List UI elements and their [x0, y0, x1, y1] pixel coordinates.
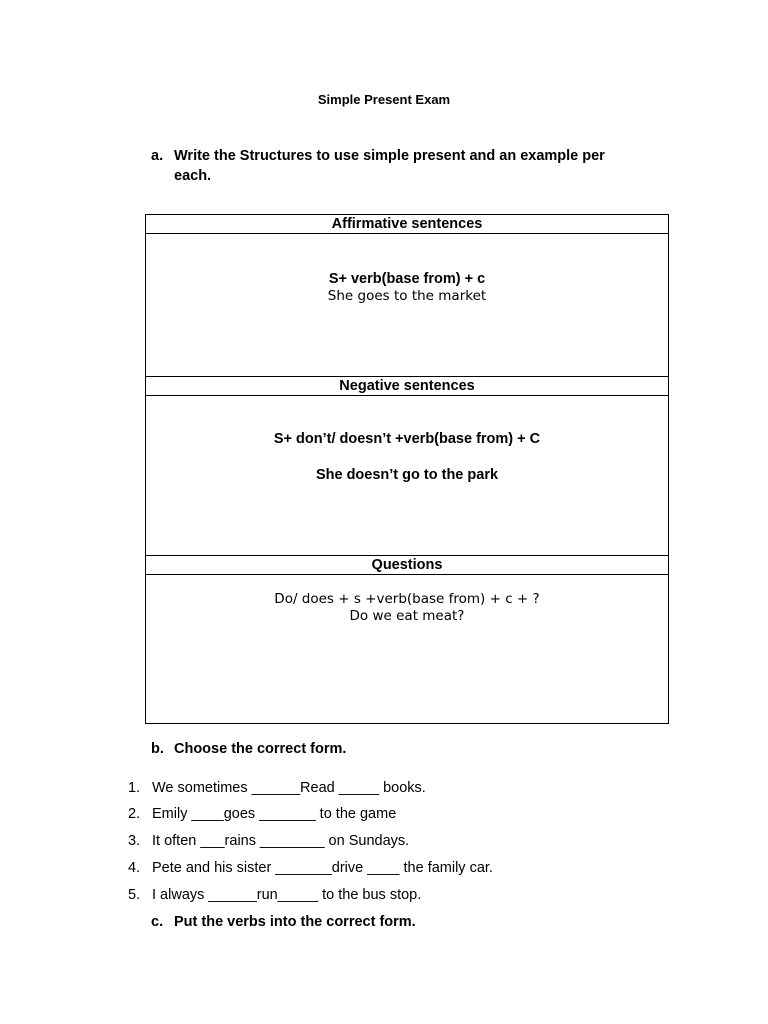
list-item-text: Emily ____goes _______ to the game: [152, 806, 397, 822]
section-b-instruction: [151, 741, 346, 757]
list-item: [128, 860, 493, 876]
affirmative-structure: S+ verb(base from) + c: [328, 271, 486, 287]
list-item: [128, 833, 409, 849]
list-item-number: 5.: [128, 887, 141, 903]
negative-structure: S+ don’t/ doesn’t +verb(base from) + C: [273, 431, 541, 447]
affirmative-header: Affirmative sentences: [146, 215, 668, 234]
section-a-line-2: each.: [174, 167, 212, 184]
list-item-text: Pete and his sister _______drive ____ the family car.: [152, 860, 493, 876]
questions-header: Questions: [146, 556, 668, 575]
list-item-text: It often ___rains ________ on Sundays.: [152, 833, 410, 849]
negative-example: She doesn’t go to the park: [315, 467, 499, 483]
section-c-text: Put the verbs into the correct form.: [174, 914, 416, 930]
section-a-line-1: Write the Structures to use simple present and an example per: [174, 148, 605, 164]
list-item-number: 2.: [128, 806, 141, 822]
questions-example: Do we eat meat?: [349, 608, 465, 624]
list-item-text: I always ______run_____ to the bus stop.: [152, 887, 422, 903]
list-item: [128, 780, 426, 796]
section-a-marker: a.: [151, 148, 164, 164]
page-title: Simple Present Exam: [317, 92, 451, 107]
section-c-instruction: [151, 914, 416, 930]
questions-structure: Do/ does + s +verb(base from) + c + ?: [274, 591, 540, 607]
list-item: [128, 806, 396, 822]
list-item-number: 3.: [128, 833, 141, 849]
section-b-marker: b.: [151, 741, 164, 757]
affirmative-example: She goes to the market: [327, 288, 487, 304]
list-item-number: 1.: [128, 780, 141, 796]
structures-table: [145, 214, 669, 724]
section-a-instruction: [151, 147, 651, 186]
section-c-marker: c.: [151, 914, 164, 930]
section-b-text: Choose the correct form.: [174, 741, 347, 757]
list-item: [128, 887, 421, 903]
list-item-number: 4.: [128, 860, 141, 876]
negative-header: Negative sentences: [146, 377, 668, 396]
list-item-text: We sometimes ______Read _____ books.: [152, 780, 426, 796]
